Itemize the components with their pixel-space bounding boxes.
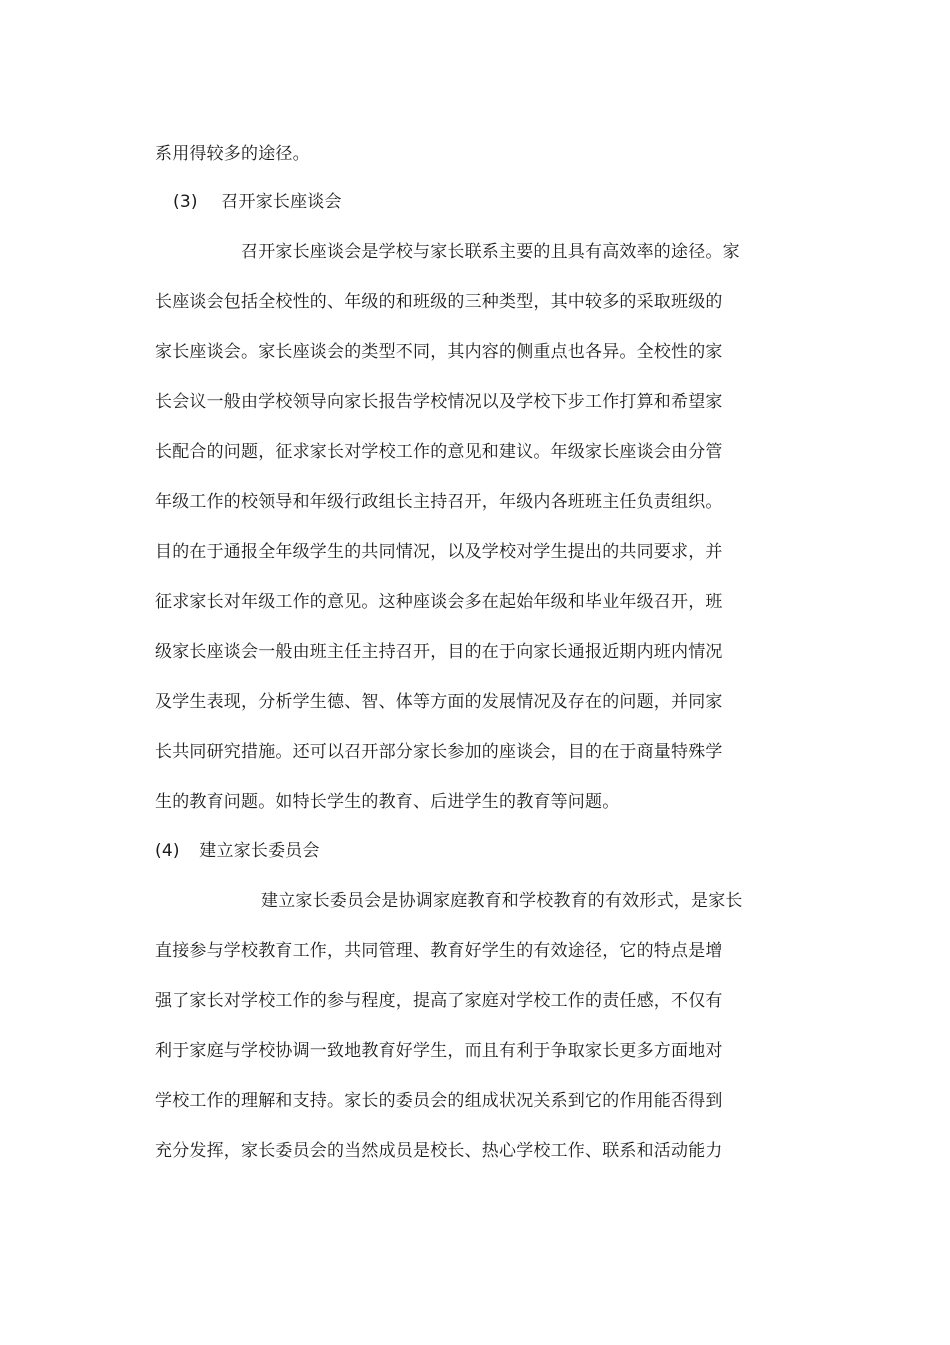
- paragraph-line: 直接参与学校教育工作，共同管理、教育好学生的有效途径，它的特点是增: [155, 941, 723, 961]
- section-heading-4: [155, 839, 320, 863]
- paragraph-line: 级家长座谈会一般由班主任主持召开，目的在于向家长通报近期内班内情况: [155, 642, 723, 662]
- paragraph-line: 学校工作的理解和支持。家长的委员会的组成状况关系到它的作用能否得到: [155, 1091, 723, 1111]
- paragraph-line: 召开家长座谈会是学校与家长联系主要的且具有高效率的途径。家: [241, 242, 740, 262]
- paragraph-line: 长共同研究措施。还可以召开部分家长参加的座谈会，目的在于商量特殊学: [155, 742, 723, 762]
- paragraph-line: 充分发挥，家长委员会的当然成员是校长、热心学校工作、联系和活动能力: [155, 1141, 723, 1161]
- paragraph-line: 生的教育问题。如特长学生的教育、后进学生的教育等问题。: [155, 792, 620, 812]
- paragraph-line: 建立家长委员会是协调家庭教育和学校教育的有效形式，是家长: [261, 891, 743, 911]
- paragraph-line: 长配合的问题，征求家长对学校工作的意见和建议。年级家长座谈会由分管: [155, 442, 723, 462]
- heading-title: 建立家长委员会: [199, 841, 320, 861]
- paragraph-line: 家长座谈会。家长座谈会的类型不同，其内容的侧重点也各异。全校性的家: [155, 342, 723, 362]
- paragraph-line: 长座谈会包括全校性的、年级的和班级的三种类型，其中较多的采取班级的: [155, 292, 723, 312]
- paragraph-line: 年级工作的校领导和年级行政组长主持召开，年级内各班班主任负责组织。: [155, 492, 723, 512]
- paragraph-line: 长会议一般由学校领导向家长报告学校情况以及学校下步工作打算和希望家: [155, 392, 723, 412]
- heading-title: 召开家长座谈会: [221, 192, 342, 212]
- paragraph-line: 系用得较多的途径。: [155, 144, 310, 164]
- paragraph-line: 征求家长对年级工作的意见。这种座谈会多在起始年级和毕业年级召开，班: [155, 592, 723, 612]
- paragraph-line: 强了家长对学校工作的参与程度，提高了家庭对学校工作的责任感，不仅有: [155, 991, 723, 1011]
- heading-number: (3): [173, 192, 198, 212]
- paragraph-line: 及学生表现，分析学生德、智、体等方面的发展情况及存在的问题，并同家: [155, 692, 723, 712]
- heading-number: (4): [155, 841, 180, 861]
- paragraph-line: 目的在于通报全年级学生的共同情况，以及学校对学生提出的共同要求，并: [155, 542, 723, 562]
- paragraph-line: 利于家庭与学校协调一致地教育好学生，而且有利于争取家长更多方面地对: [155, 1041, 723, 1061]
- section-heading-3: [173, 190, 342, 214]
